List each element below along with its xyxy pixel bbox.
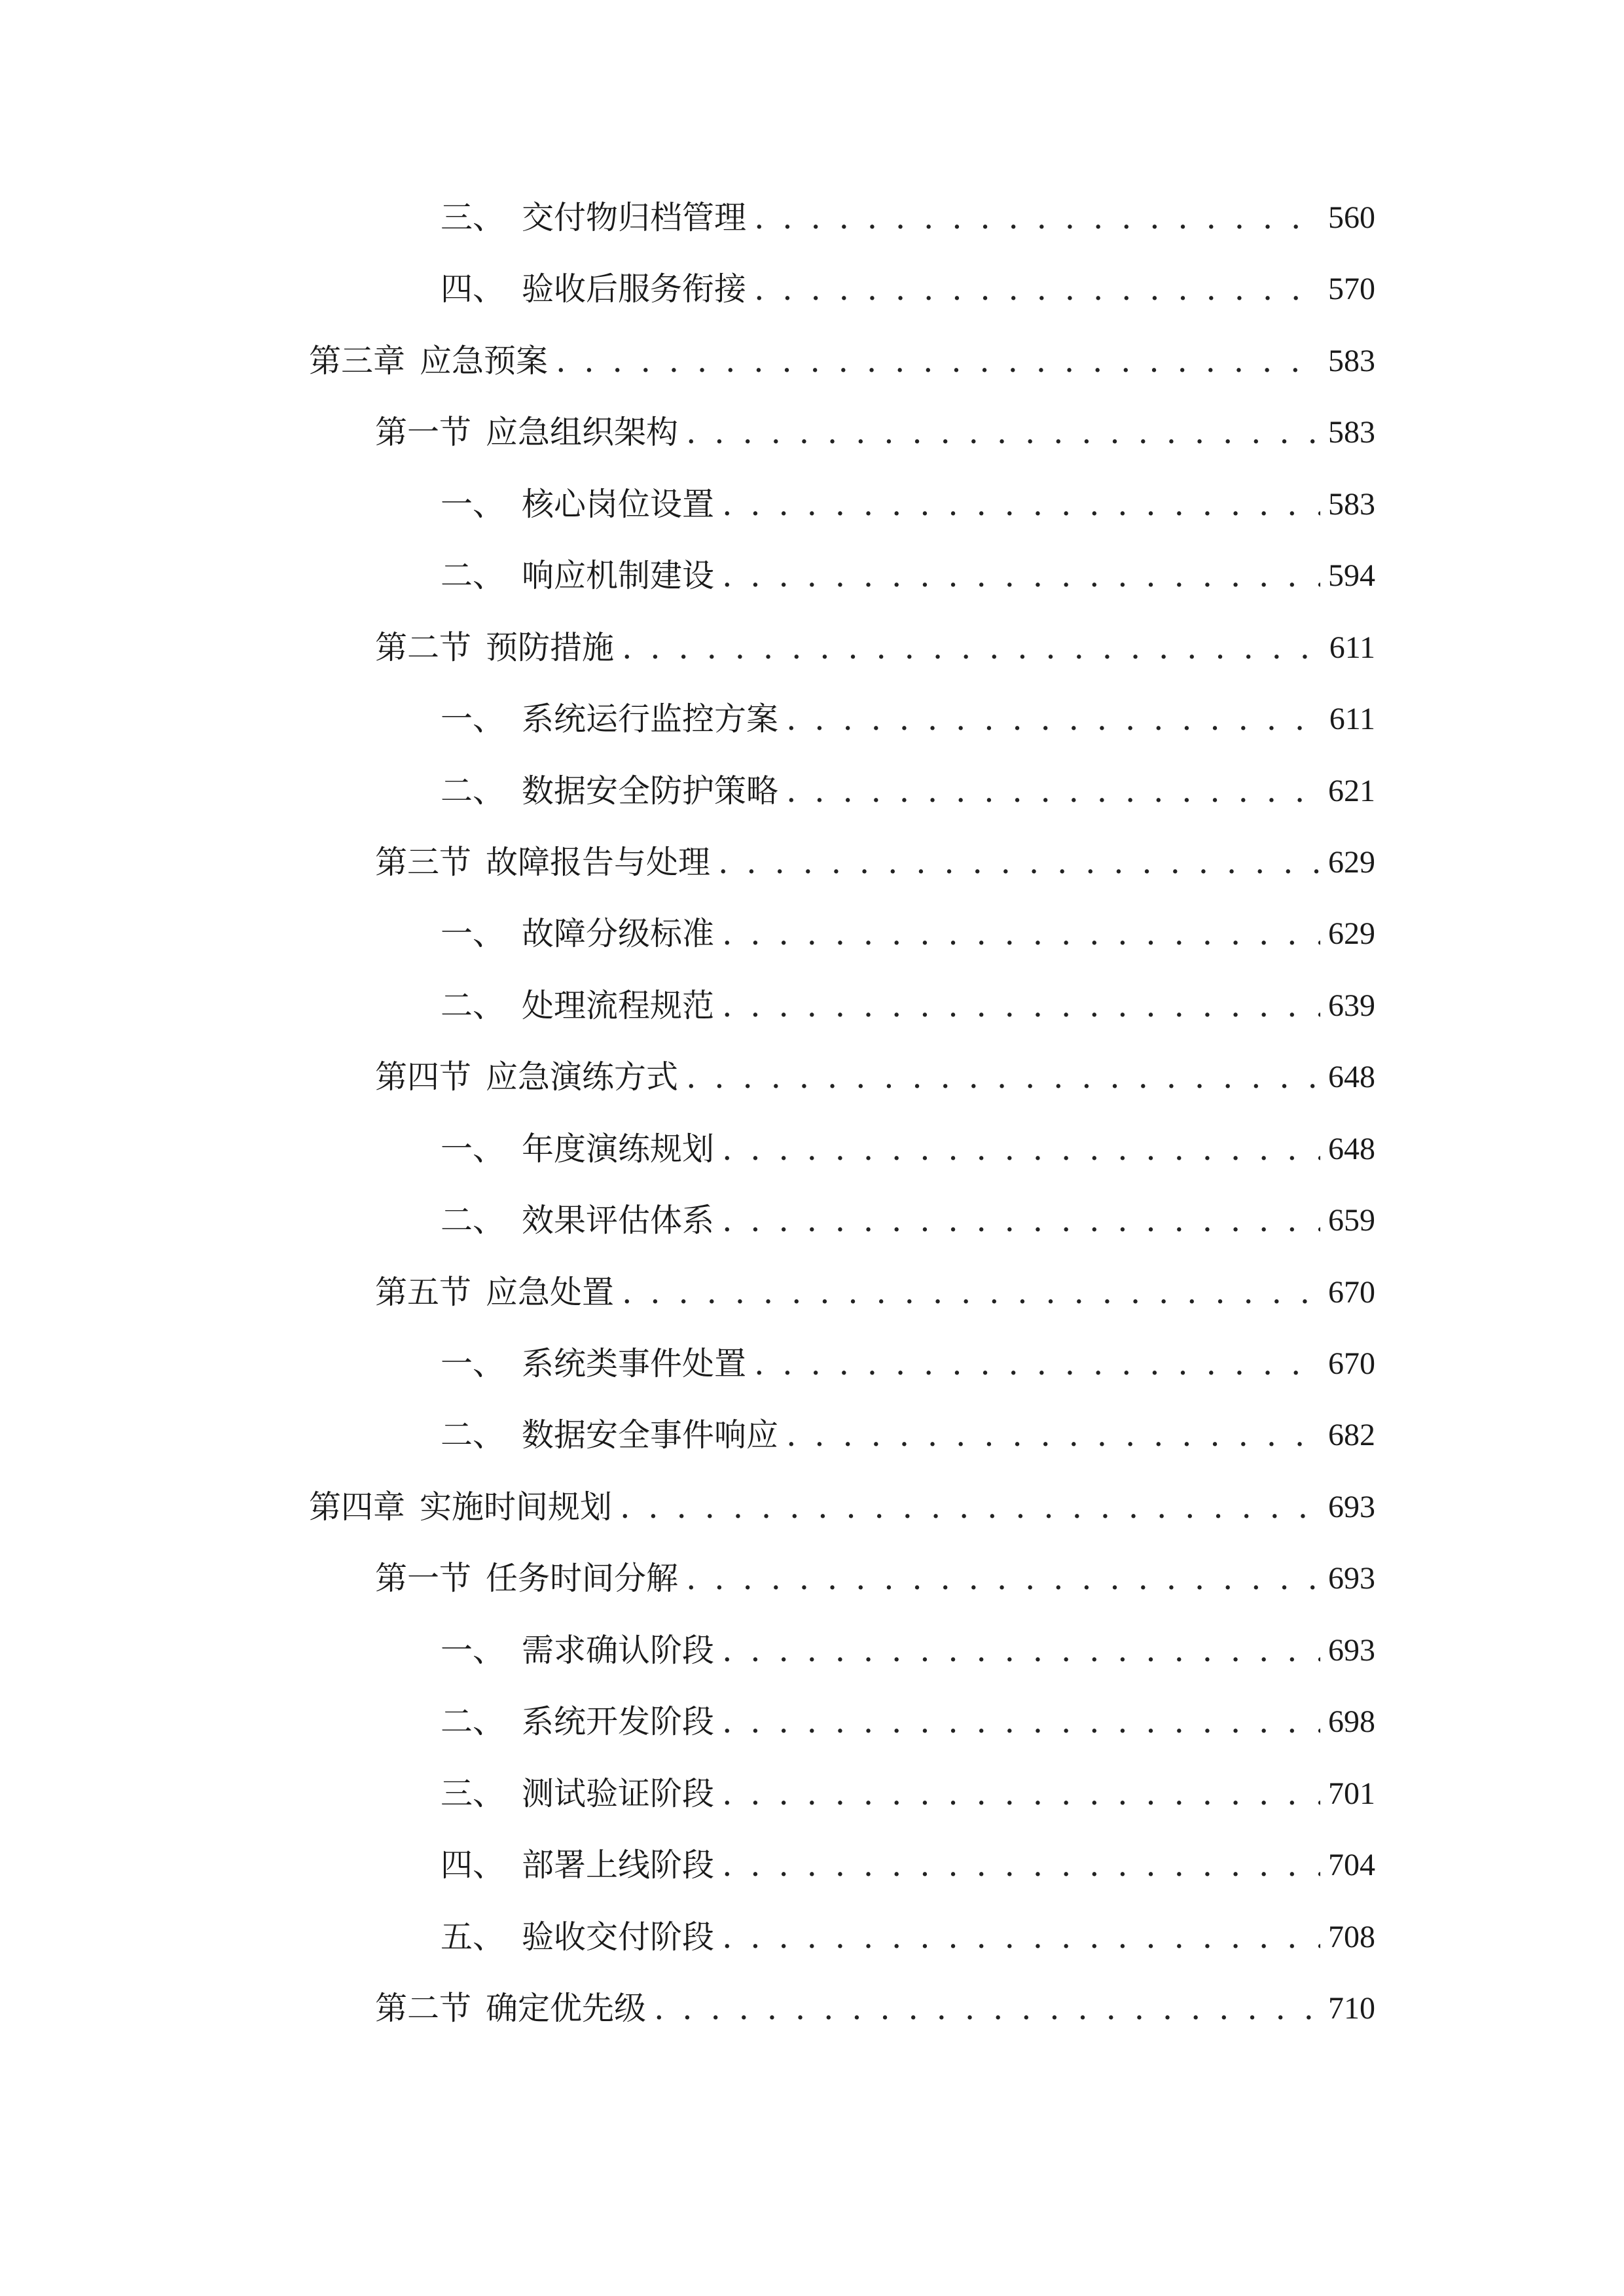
toc-entry-number: 二、 [441, 772, 505, 810]
toc-entry[interactable] [441, 1765, 1375, 1823]
dot-leader [722, 1120, 1320, 1179]
toc-entry-page: 560 [1328, 200, 1375, 235]
toc-entry-number: 五、 [441, 1918, 505, 1956]
toc-entry[interactable] [375, 1263, 1375, 1322]
toc-entry-page: 701 [1328, 1776, 1375, 1811]
toc-entry[interactable] [441, 1120, 1375, 1179]
toc-entry-page: 611 [1329, 630, 1375, 665]
toc-entry-page: 693 [1328, 1561, 1375, 1596]
toc-entry-number: 二、 [441, 986, 505, 1024]
toc-entry-title: 系统开发阶段 [522, 1703, 715, 1741]
toc-entry-page: 629 [1328, 916, 1375, 952]
toc-entry-number: 第三节 [375, 843, 472, 881]
toc-entry[interactable] [441, 1335, 1375, 1393]
toc-entry-title: 部署上线阶段 [522, 1846, 715, 1884]
toc-entry-number: 四、 [441, 1846, 505, 1884]
toc-entry-number: 一、 [441, 915, 505, 953]
toc-entry-page: 710 [1328, 1991, 1375, 2026]
toc-entry-title: 确定优先级 [486, 1990, 647, 2027]
toc-entry-title: 应急组织架构 [486, 414, 679, 452]
toc-entry-title: 交付物归档管理 [522, 199, 747, 236]
dot-leader [722, 547, 1320, 605]
dot-leader [722, 1621, 1320, 1680]
toc-entry[interactable] [309, 1478, 1375, 1537]
toc-entry[interactable] [375, 833, 1375, 892]
toc-entry-page: 639 [1328, 988, 1375, 1023]
dot-leader [722, 1693, 1320, 1751]
toc-entry-number: 第四节 [375, 1058, 472, 1096]
toc-entry-number: 二、 [441, 1416, 505, 1454]
toc-entry-title: 测试验证阶段 [522, 1774, 715, 1812]
toc-entry-number: 一、 [441, 1345, 505, 1383]
toc-entry-page: 611 [1329, 702, 1375, 737]
toc-entry[interactable] [375, 1549, 1375, 1608]
toc-entry-page: 693 [1328, 1489, 1375, 1524]
dot-leader [718, 833, 1320, 892]
toc-entry-title: 年度演练规划 [522, 1130, 715, 1168]
toc-entry-title: 系统类事件处置 [522, 1345, 747, 1383]
dot-leader [686, 1048, 1320, 1107]
toc-entry-number: 第一节 [375, 1560, 472, 1598]
toc-entry-page: 659 [1328, 1203, 1375, 1238]
toc-entry-title: 应急处置 [486, 1273, 615, 1311]
toc-entry-title: 处理流程规范 [522, 986, 715, 1024]
dot-leader [786, 762, 1320, 821]
toc-entry-title: 应急演练方式 [486, 1058, 679, 1096]
toc-entry[interactable] [441, 1191, 1375, 1250]
toc-entry-number: 第二节 [375, 628, 472, 666]
toc-entry-page: 583 [1328, 415, 1375, 450]
toc-entry[interactable] [441, 1406, 1375, 1465]
toc-entry-title: 核心岗位设置 [522, 485, 715, 523]
toc-entry-number: 第四章 [309, 1488, 406, 1526]
toc-entry-title: 故障分级标准 [522, 915, 715, 953]
toc-entry-title: 效果评估体系 [522, 1202, 715, 1240]
toc-entry-title: 响应机制建设 [522, 557, 715, 595]
toc-entry-page: 698 [1328, 1704, 1375, 1740]
dot-leader [722, 475, 1320, 534]
dot-leader [786, 1406, 1320, 1465]
toc-entry-page: 670 [1328, 1274, 1375, 1310]
toc-entry-page: 670 [1328, 1346, 1375, 1382]
toc-entry[interactable] [441, 1621, 1375, 1680]
toc-entry-page: 704 [1328, 1848, 1375, 1883]
toc-entry[interactable] [375, 1048, 1375, 1107]
toc-entry-number: 第三章 [309, 342, 406, 380]
dot-leader [722, 1765, 1320, 1823]
toc-entry-title: 数据安全事件响应 [522, 1416, 779, 1454]
toc-entry-title: 故障报告与处理 [486, 843, 711, 881]
toc-entry-number: 第一节 [375, 414, 472, 452]
toc-entry[interactable] [375, 619, 1375, 677]
toc-entry-page: 648 [1328, 1060, 1375, 1095]
toc-entry[interactable] [441, 1908, 1375, 1967]
toc-entry-number: 一、 [441, 485, 505, 523]
dot-leader [722, 1908, 1320, 1967]
toc-entry-title: 预防措施 [486, 628, 615, 666]
dot-leader [722, 905, 1320, 963]
dot-leader [556, 332, 1320, 391]
dot-leader [754, 1335, 1320, 1393]
toc-entry-title: 实施时间规划 [420, 1488, 613, 1526]
toc-entry-page: 693 [1328, 1632, 1375, 1668]
dot-leader [620, 1478, 1320, 1537]
toc-entry-number: 二、 [441, 557, 505, 595]
toc-entry-number: 一、 [441, 1631, 505, 1669]
toc-entry-page: 629 [1328, 844, 1375, 880]
dot-leader [722, 1191, 1320, 1250]
toc-entry[interactable] [375, 403, 1375, 462]
toc-entry-page: 682 [1328, 1418, 1375, 1453]
toc-entry[interactable] [441, 547, 1375, 605]
toc-entry-number: 第五节 [375, 1273, 472, 1311]
toc-entry[interactable] [441, 260, 1375, 319]
toc-entry-title: 数据安全防护策略 [522, 772, 779, 810]
dot-leader [786, 690, 1322, 749]
toc-entry-number: 一、 [441, 700, 505, 738]
toc-entry-number: 一、 [441, 1130, 505, 1168]
toc-entry[interactable] [441, 977, 1375, 1035]
toc-entry-title: 应急预案 [420, 342, 549, 380]
toc-entry[interactable] [441, 1836, 1375, 1895]
toc-entry-number: 二、 [441, 1202, 505, 1240]
dot-leader [754, 260, 1320, 319]
toc-entry-page: 621 [1328, 773, 1375, 808]
dot-leader [622, 619, 1322, 677]
toc-entry-page: 583 [1328, 486, 1375, 522]
toc-entry-title: 需求确认阶段 [522, 1631, 715, 1669]
toc-entry[interactable] [441, 905, 1375, 963]
toc-entry[interactable] [441, 188, 1375, 247]
toc-entry[interactable] [309, 332, 1375, 391]
toc-entry-page: 708 [1328, 1919, 1375, 1954]
dot-leader [654, 1979, 1320, 2038]
dot-leader [722, 1836, 1320, 1895]
dot-leader [686, 1549, 1320, 1608]
toc-entry-page: 583 [1328, 343, 1375, 378]
toc-entry-number: 第二节 [375, 1990, 472, 2027]
toc-entry-title: 系统运行监控方案 [522, 700, 779, 738]
toc-entry-number: 二、 [441, 1703, 505, 1741]
toc-entry-number: 四、 [441, 270, 505, 308]
dot-leader [754, 188, 1320, 247]
toc-entry[interactable] [441, 690, 1375, 749]
dot-leader [686, 403, 1320, 462]
toc-entry-title: 任务时间分解 [486, 1560, 679, 1598]
toc-entry-title: 验收交付阶段 [522, 1918, 715, 1956]
dot-leader [722, 977, 1320, 1035]
toc-entry-page: 594 [1328, 558, 1375, 594]
toc-entry[interactable] [375, 1979, 1375, 2038]
toc-entry[interactable] [441, 762, 1375, 821]
toc-entry-number: 三、 [441, 199, 505, 236]
toc-entry-page: 648 [1328, 1131, 1375, 1166]
dot-leader [622, 1263, 1320, 1322]
toc-entry-title: 验收后服务衔接 [522, 270, 747, 308]
toc-entry[interactable] [441, 1693, 1375, 1751]
toc-entry[interactable] [441, 475, 1375, 534]
toc-entry-number: 三、 [441, 1774, 505, 1812]
toc-entry-page: 570 [1328, 272, 1375, 307]
